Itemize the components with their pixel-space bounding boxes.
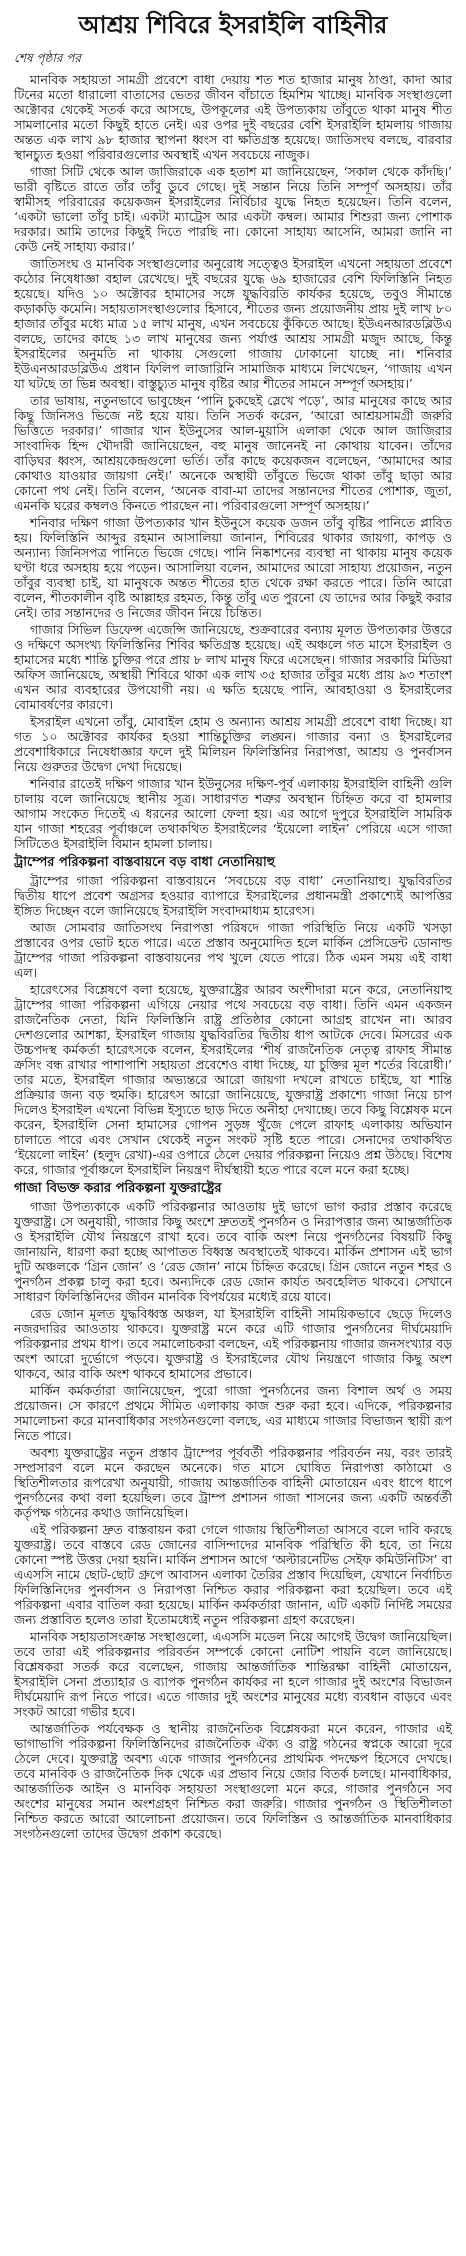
body-paragraph: মানবিক সহায়তাসংক্রান্ত সংস্থাগুলো, এএসসি মডেল নিয়ে আগেই উদ্বেগ জানিয়েছিল। তবে তারা এই পরিকল্পনার পরিবর্তন সম্পর্কে কোনো নোটিশ পায়নি বলে জানিয়েছে। বিশ্লেষকরা সতর্ক করে বলেছেন, গাজায় আন্তর্জাতিক শান্তিরক্ষা বাহিনী মোতায়েন, ইসরাইলি সেনা প্রত্যাহার ও ব্যাপক পুনর্গঠন কার্যকর না হলে গাজার দুই অংশের বিভাজন দীর্ঘমেয়াদি রূপ নিতে পারে। এতে গাজার দুই অংশের মানুষের মধ্যে ব্যবধান বাড়বে এবং সংকট আরো গভীর হবে। bbox=[14, 1629, 452, 1719]
body-paragraph: আজ সোমবার জাতিসংঘ নিরাপত্তা পরিষদে গাজা পরিস্থিতি নিয়ে একটি খসড়া প্রস্তাবের ওপর ভোট হতে পারে। এতে প্রস্তাব অনুমোদিত হলে মার্কিন প্রেসিডেন্ট ডোনাল্ড ট্রাম্পের গাজা পরিকল্পনা বাস্তবায়নের পথ খুলে যেতে পারে। ঠিক এমন সময় এই বাধা এল। bbox=[14, 920, 452, 980]
body-paragraph: শনিবার রাতেই দক্ষিণ গাজার খান ইউনুসের দক্ষিণ-পূর্ব এলাকায় ইসরাইলি বাহিনী গুলি চালায় বলে জানিয়েছে স্থানীয় সূত্র। সাধারণত শত্রুর অবস্থান চিহ্নিত করে বা হামলার আগাম সংকেত দিতেই এ ধরনের আলো ফেলা হয়। এর আগে দুপুরে ইসরাইলি সামরিক যান গাজা শহরের পূর্বাঞ্চলে তথাকথিত ইসরাইলের ‘ইয়েলো লাইন’ পেরিয়ে এসে গাজা সিটিতেও ইসরাইলি বিমান হামলা চালায়। bbox=[14, 776, 452, 851]
body-paragraph: মার্কিন কর্মকর্তারা জানিয়েছেন, পুরো গাজা পুনর্গঠনের জন্য বিশাল অর্থ ও সময় প্রয়োজন। সে কারণে প্রথমে সীমিত এলাকায় কাজ শুরু করা হবে। এদিকে, পরিকল্পনার সমালোচনা করে মানবাধিকার সংগঠনগুলো বলছে, এর মাধ্যমে গাজার বিভাজন স্থায়ী রূপ নিতে পারে। bbox=[14, 1383, 452, 1443]
section-subhead: গাজা বিভক্ত করার পরিকল্পনা যুক্তরাষ্ট্রের bbox=[14, 1181, 222, 1196]
continuation-kicker: শেষ পৃষ্ঠার পর bbox=[14, 51, 82, 65]
body-paragraph: তার ভাষায়, নতুনভাবে ভাবুচ্ছেন ‘পানি চুকছেই স্লেখে পড়ে’, আর মানুষের কাছে আর কিছু জিনিসও ভিজে নষ্ট হয়ে যায়। তিনি সতর্ক করেন, ‘আরো আশ্রয়সামগ্রী জরুরি ভিত্তিতে দরকার।’ গাজার খান ইউনুসের আল-মুয়াসি এলাকা থেকে আল জাজিরার সাংবাদিক হিন্দ খৌদারী জানিয়েছেন, বহু মানুষ জানেনই না কোথায় যাবেন। তাঁদের বাড়িঘর ধ্বংস, আশ্রয়কেন্দ্রগুলো ভর্তি। তাঁর কাছে কয়েকজন বলেছেন, ‘আমাদের আর কোথাও যাওয়ার জায়গা নেই।’ অনেকে অস্থায়ী তাঁবুতে ভিজে থাকা তাঁবু ছাড়া আর কোনো পথ নেই। তিনি বলেন, ‘অনেক বাবা-মা তাদের সন্তানদের শীতের পোশাক, জুতা, এমনকি ঘরের কম্বলও কিনতে পারছেন না। পরিবারগুলো সম্পূর্ণ অসহায়।’ bbox=[14, 393, 452, 513]
body-paragraph: এই পরিকল্পনা দ্রুত বাস্তবায়ন করা গেলে গাজায় স্থিতিশীলতা আসবে বলে দাবি করছে যুক্তরাষ্ট্র। তবে বাস্তবে রেড জোনের বাসিন্দাদের মানবিক পরিস্থিতি কী হবে, তা নিয়ে কোনো স্পষ্ট উত্তর দেয়া হয়নি। মার্কিন প্রশাসন আগে ‘অল্টারনেটিভ সেইফ কমিউনিটিস’ বা এএসসি নামে ছোট-ছোট গ্রুপে আবাসন এলাকা তৈরির প্রস্তাব দিয়েছিল, যেখানে নির্বাচিত ফিলিস্তিনিদের পুনর্বাসন ও নিরাপত্তা নিশ্চিত করার পরিকল্পনা করা হয়েছিল। তবে এই পরিকল্পনা এবার বাতিল করা হয়েছে। মার্কিন কর্মকর্তারা জানান, এটি একটি নির্দিষ্ট সময়ের জন্য প্রস্তাবিত হলেও তারা ইতোমধ্যেই নতুন পরিকল্পনা গ্রহণ করেছেন। bbox=[14, 1522, 452, 1627]
body-paragraph: জাতিসংঘ ও মানবিক সংস্থাগুলোর অনুরোধ সত্ত্বেও ইসরাইল এখনো সহায়তা প্রবেশে কঠোর নিষেধাজ্ঞা বহাল রেখেছে। দুই বছরের যুদ্ধে ৬৯ হাজারের বেশি ফিলিস্তিনি নিহত হয়েছে। যদিও ১০ অক্টোবর হামাসের সঙ্গে যুদ্ধবিরতি কার্যকর হয়েছে, তবুও সীমান্তে কড়াকড়ি কমেনি। সহায়তাসংস্থাগুলোর হিসাবে, শীতের জন্য প্রয়োজনীয় প্রায় দুই লাখ ৮০ হাজার তাঁবুর মধ্যে মাত্র ১৫ লাখ মানুষ, এখন সবচেয়ে কুঁকিতে আছে। ইউএনআরডব্লিউএ বলছে, তাদের কাছে ১৩ লাখ মানুষের জন্য পর্যাপ্ত আশ্রয় সামগ্রী মজুদ আছে, কিন্তু ইসরাইলের অনুমতি না থাকায় সেগুলো গাজায় ঢোকানো যাচ্ছে না। শনিবার ইউএনআরডব্লিউএ প্রধান ফিলিপ লাজারিনি সামাজিক মাধ্যমে লিখেছেন, ‘গাজায় এখন যা ঘটছে তা ভিন্ন অবস্থা। বাস্তুচ্যুত মানুষ বৃষ্টির আর শীতের সামনে সম্পূর্ণ অসহায়।’ bbox=[14, 256, 452, 391]
article-body bbox=[14, 72, 452, 2246]
article-headline: আশ্রয় শিবিরে ইসরাইলি বাহিনীর bbox=[78, 10, 388, 39]
body-paragraph: অবশ্য যুক্তরাষ্ট্রের নতুন প্রস্তাব ট্রাম্পের পূর্ববর্তী পরিকল্পনার পরিবর্তন নয়, বরং তারই সম্প্রসারণ বলে মনে করছেন অনেকে। গত মাসে ঘোষিত নিরাপত্তা কাঠামো ও স্থিতিশীলতার রূপরেখা অনুযায়ী, গাজায় আন্তর্জাতিক বাহিনী মোতায়েন এবং ধাপে ধাপে পুনর্গঠনের কথা বলা হয়েছিল। তবে ট্রাম্প প্রশাসন গাজা শাসনের জন্য একটি অন্তর্বর্তী কর্তৃপক্ষ গঠনের কথাও জানিয়েছিল। bbox=[14, 1445, 452, 1520]
body-paragraph: রেড জোন মূলত যুদ্ধবিধ্বস্ত অঞ্চল, যা ইসরাইলি বাহিনী সাময়িকভাবে ছেড়ে দিলেও নজরদারির আওতায় থাকবে। যুক্তরাষ্ট্র মনে করে এটি গাজার পুনর্গঠনের দীর্ঘমেয়াদি পরিকল্পনার প্রথম ধাপ। তবে সমালোচকরা বলছেন, এই পরিকল্পনায় গাজার জনসংখ্যার বড় অংশ আরো দুর্ভোগে পড়বে। যুক্তরাষ্ট্র ও ইসরাইলের যৌথ নিয়ন্ত্রণে গাজার কিছু অংশ থাকবে, আর বাকি অংশ থাকবে হামাসের প্রভাবে। bbox=[14, 1306, 452, 1381]
body-paragraph: ট্রাম্পের গাজা পরিকল্পনা বাস্তবায়নে ‘সবচেয়ে বড় বাধা’ নেতানিয়াহু। যুদ্ধবিরতির দ্বিতীয় ধাপে প্রবেশ অগ্রসর হওয়ার ব্যাপারে ইসরাইলের প্রধানমন্ত্রী প্রকাশ্যেই আপত্তির ইঙ্গিত দিচ্ছেন বলে জানিয়েছে ইসরাইলি সংবাদমাধ্যম হারেৎস। bbox=[14, 873, 452, 918]
body-paragraph: আন্তর্জাতিক পর্যবেক্ষক ও স্থানীয় রাজনৈতিক বিশ্লেষকরা মনে করেন, গাজার এই ভাগাভাগি পরিকল্পনা ফিলিস্তিনিদের রাজনৈতিক ঐক্য ও রাষ্ট্র গঠনের স্বপ্নকে আরো দূরে ঠেলে দেবে। যুক্তরাষ্ট্র অবশ্য একে গাজার পুনর্গঠনের প্রাথমিক পদক্ষেপ হিসেবে দেখছে। তবে মানবিক ও রাজনৈতিক দিক থেকে এর প্রভাব নিয়ে জোর বিতর্ক চলছে। মানবাধিকার, আন্তর্জাতিক আইন ও মানবিক সহায়তা সংস্থাগুলো মনে করে, গাজার পুনর্গঠনে সব অংশের মানুষের সমান অংশগ্রহণ নিশ্চিত করা জরুরি। গাজার পুনর্গঠন ও স্থিতিশীলতা নিশ্চিত করতে আরো আলোচনা প্রয়োজন। তবে ফিলিস্তিন ও আন্তর্জাতিক মানবাধিকার সংগঠনগুলো তাদের উদ্বেগ প্রকাশ করেছে। bbox=[14, 1721, 452, 1841]
body-paragraph: শনিবার দক্ষিণ গাজা উপত্যকার খান ইউনুসে কয়েক ডজন তাঁবু বৃষ্টির পানিতে প্লাবিত হয়। ফিলিস্তিনি আব্দুর রহমান আসালিয়া জানান, শিবিরের থাকার জায়গা, কাপড় ও অন্যান্য জিনিসপত্র পানিতে ভিজে গেছে। পানি নিষ্কাশনের ব্যবস্থা না থাকায় মানুষ কয়েক ঘণ্টা ধরে অসহায় হয়ে পড়েন। আসালিয়া বলেন, আমাদের আরো সাহায্য প্রয়োজন, নতুন তাঁবুর ব্যবস্থা চাই, যা মানুষকে অন্তত শীতের হাত থেকে রক্ষা করতে পারে। তিনি আরো বলেন, শীতকালীন বৃষ্টি আল্লাহর রহমত, কিন্তু তাঁবু এত পুরনো যে তাদের আর কিছুই করার নেই। তার সন্তানদের ও নিজের জীবন নিয়ে চিন্তিত। bbox=[14, 515, 452, 620]
body-paragraph: গাজার সিভিল ডিফেন্স এজেন্সি জানিয়েছে, শুক্রবারের বন্যায় মূলত উপত্যকার উত্তরে ও দক্ষিণে অসংখ্য ফিলিস্তিনির শিবির ক্ষতিগ্রস্ত হয়েছে। এই অঞ্চলে গত মাসে ইসরাইল ও হামাসের মধ্যে শান্তি চুক্তির পরে প্রায় ৮ লাখ মানুষ ফিরে এসেছেন। গাজার সরকারি মিডিয়া অফিস জানিয়েছে, অস্থায়ী শিবিরে থাকা এক লাখ ৩৫ হাজার তাঁবুর মধ্যে প্রায় ৯৩ শতাংশ এখন আর ব্যবহারের উপযোগী নয়। এ ক্ষতি হয়েছে পানি, আবহাওয়া ও ইসরাইলের বোমাবর্ষণের কারণে। bbox=[14, 622, 452, 712]
section-subhead: ট্রাম্পের পরিকল্পনা বাস্তবায়নে বড় বাধা নেতানিয়াহু bbox=[14, 855, 276, 870]
body-paragraph: হারেৎসের বিশ্লেষণে বলা হয়েছে, যুক্তরাষ্ট্রের আরব অংশীদারা মনে করে, নেতানিয়াহু ট্রাম্পের গাজা পরিকল্পনা এগিয়ে নেয়ার পথে সবচেয়ে বড় বাধা। তিনি এমন একজন রাজনৈতিক নেতা, যিনি ফিলিস্তিনি রাষ্ট্র প্রতিষ্ঠার কোনো আগ্রহ রাখেন না। আরব দেশগুলোর আশঙ্কা, ইসরাইল গাজায় যুদ্ধবিরতির দ্বিতীয় ধাপ আটকে দেবে। মিসরের এক উচ্চপদস্থ কর্মকর্তা হারেৎসকে বলেন, ইসরাইলের ‘শীর্ষ রাজনৈতিক নেতৃত্ব রাফাহ সীমান্ত ক্রসিং বন্ধ রাখার পাশাপাশি সহায়তা প্রবেশেও বাধা দিচ্ছে, যা চুক্তির মূল শর্তের বিরোধী।’ তার মতে, ইসরাইল গাজার অভ্যন্তরে আরো জায়গা দখলে রাখতে চাইছে, যা শান্তি প্রক্রিয়ার জন্য বড় হুমকি। হারেৎস আরো জানিয়েছে, যুক্তরাষ্ট্র প্রকাশ্যে গাজা নিয়ে চাপ দিলেও ইসরাইল এখনো বিভিন্ন ইস্যুতে ছাড় দিতে অনীহা দেখাচ্ছে। তবে কিছু বিশ্লেষক মনে করেন, ইসরাইলি সেনা হামাসের গোপন সুড়ঙ্গ খুঁজে পেলে রাফাহ এলাকায় অভিযান চালাতে পারে এবং সেখান থেকেই নতুন সংকট সৃষ্টি হতে পারে। সেনাদের তথাকথিত ‘ইয়েলো লাইন’ (হলুদ রেখা)-এর ওপারে ঠেলে দেয়ার পরিকল্পনা নিয়েও প্রশ্ন উঠছে। বিশেষ করে, গাজার পূর্বাঞ্চলে ইসরাইলি নিয়ন্ত্রণ দীর্ঘস্থায়ী হতে পারে বলে মনে করা হচ্ছে। bbox=[14, 982, 452, 1177]
body-paragraph: মানবিক সহায়তা সামগ্রী প্রবেশে বাধা দেয়ায় শত শত হাজার মানুষ ঠাণ্ডা, কাদা আর টিনের মতো ধারালো বাতাসের ভেতর জীবন বাঁচাতে হিমশিম খাচ্ছে। মানবিক সংস্থাগুলো অক্টোবর থেকেই সতর্ক করে আসছে, উপকূলের এই উপত্যকায় তাঁবুতে থাকা মানুষ শীত সামলানোর মতো কিছুই হাতে নেই। এর ওপর দুই বছরের বেশি ইসরাইলি হামলায় গাজায় অন্তত এক লাখ ৯৮ হাজার স্থাপনা ধ্বংস বা ক্ষতিগ্রস্ত হয়েছে। জাতিসংঘ বলছে, বারবার স্থানচ্যুত হওয়া পরিবারগুলোর অবস্থাই এখন সবচেয়ে নাজুক। bbox=[14, 72, 452, 162]
body-paragraph: ইসরাইল এখনো তাঁবু, মোবাইল হোম ও অন্যান্য আশ্রয় সামগ্রী প্রবেশে বাধা দিচ্ছে। যা গত ১০ অক্টোবর কার্যকর হওয়া শান্তিচুক্তির লঙ্ঘন। গাজার বন্যা ও ইসরাইলের প্রবেশাধিকারে নিষেধাজ্ঞার ফলে দুই মিলিয়ন ফিলিস্তিনির নিরাপত্তা, আশ্রয় ও পুনর্বাসন নিয়ে গুরুতর উদ্বেগ দেখা দিয়েছে। bbox=[14, 714, 452, 774]
body-paragraph: গাজা উপত্যকাকে একটি পরিকল্পনার আওতায় দুই ভাগে ভাগ করার প্রস্তাব করেছে যুক্তরাষ্ট্র। সে অনুযায়ী, গাজার কিছু অংশে দ্রুততই পুনর্গঠন ও নিরাপত্তার জন্য আন্তর্জাতিক ও ইসরাইলি যৌথ নিয়ন্ত্রণে রাখা হবে। তবে বাকি অংশ নিয়ে পুনর্গঠনের বিষয়টি কিছু জানায়নি, ধারণা করা হচ্ছে আপাতত বিধ্বস্ত অবস্থাতেই থাকবে। মার্কিন প্রশাসন এই ভাগ দুটি অঞ্চলকে ‘গ্রিন জোন’ ও ‘রেড জোন’ নামে চিহ্নিত করেছে। গ্রিন জোনে নতুন শহর ও পুনর্গঠন প্রকল্প চালু করা হবে। অন্যদিকে রেড জোন কার্যত অবহেলিত থাকবে। সেখানে সাধারণ ফিলিস্তিনিদের জীবন মানবিক বিপর্যয়ের মধ্যেই রয়ে যাবে। bbox=[14, 1199, 452, 1304]
body-paragraph: গাজা সিটি থেকে আল জাজিরাকে এক হতাশ মা জানিয়েছেন, ‘সকাল থেকে কাঁদছি।’ ভারী বৃষ্টিতে রাতে তাঁর তাঁবু ডুবে গেছে। দুই সন্তান নিয়ে তিনি সম্পূর্ণ অসহায়। তাঁর স্বামীসহ পরিবারের কয়েকজন ইসরাইলের নির্বিচার যুদ্ধে নিহত হয়েছেন। তিনি বলেন, ‘একটা ভালো তাঁবু চাই। একটা ম্যাট্রেস আর একটা কম্বল। আমার শিশুরা জন্য পোশাক দরকার। আমি তাদের কিছুই দিতে পারছি না। কোনো সাহায্য আসেনি, আমরা জানি না কেউ নেই সাহায্য করার।’ bbox=[14, 164, 452, 254]
